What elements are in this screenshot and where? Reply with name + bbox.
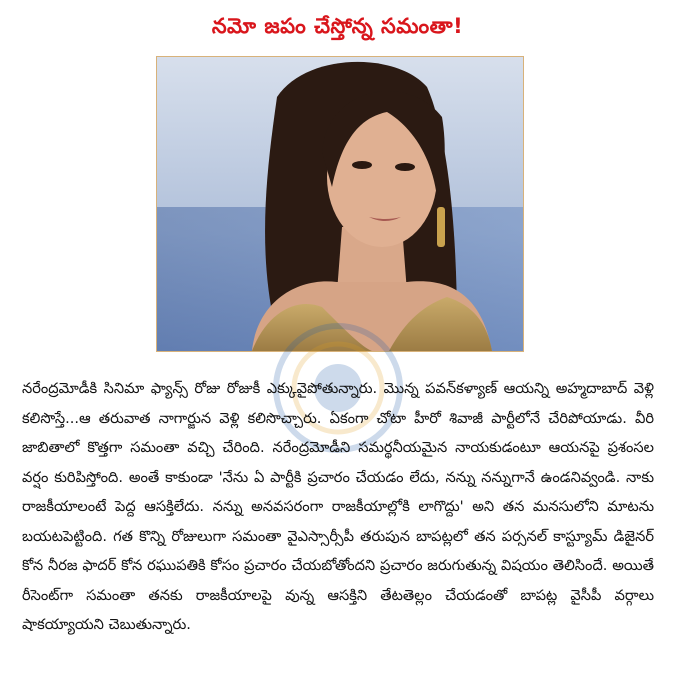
- article-photo: [156, 56, 524, 352]
- portrait-illustration: [157, 57, 523, 351]
- article-headline: నమో జపం చేస్తోన్న సమంతా!: [211, 14, 464, 38]
- article-body: నరేంద్రమోడీకి సినిమా ఫ్యాన్స్ రోజు రోజుకీ ఎక్కువైపోతున్నారు. మొన్న పవన్‌కళ్యాణ్ ఆయన్ని అహ్మదాబాద్ వెళ్లి కలిసొస్తే...ఆ తరువాత నాగార్జున వెళ్లి కలిసొచ్చారు. ఏకంగా చోటా హీరో శివాజీ పార్టీలోనే చేరిపోయాడు. వీరి జాబితాలో కొత్తగా సమంతా వచ్చి చేరింది. నరేంద్రమోడీని సమర్థనీయమైన నాయకుడంటూ ఆయనపై ప్రశంసల వర్షం కురిపిస్తోంది. అంతే కాకుండా 'నేను ఏ పార్టీకి ప్రచారం చేయడం లేదు, నన్ను నన్నుగానే ఉండనివ్వండి. నాకు రాజకీయాలంటే పెద్ద ఆసక్తిలేదు. నన్ను అనవసరంగా రాజకీయాల్లోకి లాగొద్దు' అని తన మనసులోని మాటను బయటపెట్టింది. గత కొన్ని రోజులుగా సమంతా వైఎస్సార్సీపీ తరుపున బాపట్లలో తన పర్సనల్ కాస్ట్యూమ్ డిజైనర్ కోన నీరజ ఫాదర్ కోన రఘుపతికి కోసం ప్రచారం చేయబోతోందని ప్రచారం జరుగుతున్న విషయం తెలిసిందే. అయితే రీసెంట్‌గా సమంతా తనకు రాజకీయాలపై వున్న ఆసక్తిని తేటతెల్లం చేయడంతో బాపట్ల వైసీపీ వర్గాలు షాకయ్యాయని చెబుతున్నారు.: [22, 380, 654, 633]
